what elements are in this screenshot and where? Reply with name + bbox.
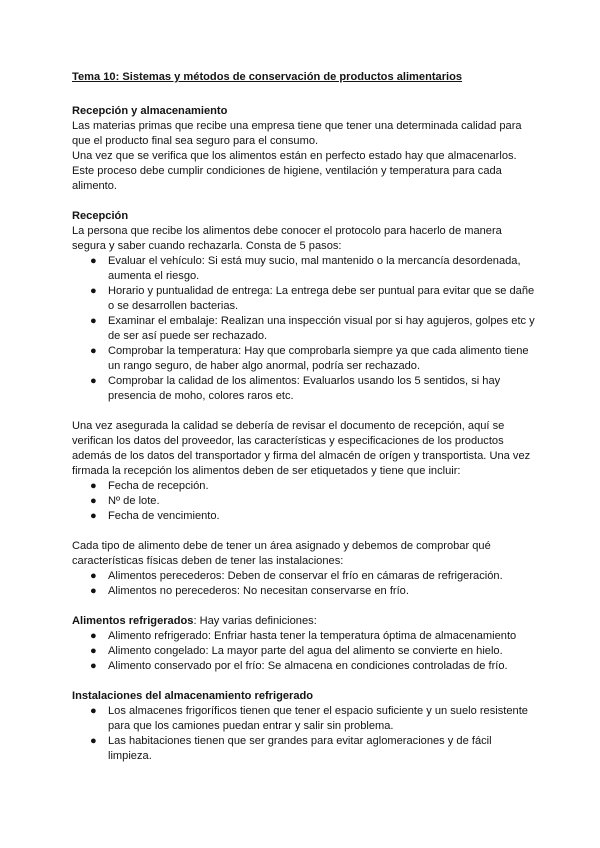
list-item: ● Alimento refrigerado: Enfriar hasta tener la temperatura óptima de almacenamiento <box>90 630 517 642</box>
section-heading-recepcion: Recepción <box>72 210 129 222</box>
list-item: ● Las habitaciones tienen que ser grandes para evitar aglomeraciones y de fácil limpieza. <box>90 735 492 762</box>
list-item: ● Comprobar la calidad de los alimentos: Evaluarlos usando los 5 sentidos, si hay presencia de moho, colores raros etc. <box>90 375 501 402</box>
paragraph: Cada tipo de alimento debe de tener un área asignado y debemos de comprobar qué características físicas deben de tener las instalaciones: <box>72 540 491 567</box>
bullet-icon: ● <box>90 645 97 657</box>
section-heading-alimentos-refrigerados: Alimentos refrigerados: Hay varias definiciones: <box>72 615 317 627</box>
paragraph: Las materias primas que recibe una empresa tiene que tener una determinada calidad para que el producto final sea seguro para el consumo. <box>72 120 522 147</box>
list-item: ● Alimento conservado por el frío: Se almacena en condiciones controladas de frío. <box>90 660 508 672</box>
bullet-icon: ● <box>90 585 97 597</box>
list-item: ● Fecha de recepción. <box>90 480 209 492</box>
bullet-icon: ● <box>90 660 97 672</box>
area-list <box>72 569 536 599</box>
bullet-icon: ● <box>90 480 97 492</box>
paragraph: La persona que recibe los alimentos debe conocer el protocolo para hacerlo de manera segura y saber cuando rechazarla. Consta de 5 pasos: <box>72 225 502 252</box>
bullet-icon: ● <box>90 375 97 387</box>
list-item: ● Examinar el embalaje: Realizan una inspección visual por si hay agujeros, golpes etc y de ser así puede ser rechazado. <box>90 315 535 342</box>
list-item: ● Alimentos no perecederos: No necesitan conservarse en frío. <box>90 585 409 597</box>
bullet-icon: ● <box>90 315 97 327</box>
list-item: ● Nº de lote. <box>90 495 160 507</box>
list-item: ● Evaluar el vehículo: Si está muy sucio, mal mantenido o la mercancía desordenada, aumenta el riesgo. <box>90 255 521 282</box>
bullet-icon: ● <box>90 630 97 642</box>
section-heading-instalaciones: Instalaciones del almacenamiento refrigerado <box>72 690 314 702</box>
bullet-icon: ● <box>90 570 97 582</box>
list-item: ● Horario y puntualidad de entrega: La entrega debe ser puntual para evitar que se dañe o se desarrollen bacterias. <box>90 285 535 312</box>
steps-list <box>72 254 536 404</box>
paragraph: Una vez que se verifica que los alimentos están en perfecto estado hay que almacenarlos. Este proceso debe cumplir condiciones de higiene, ventilación y temperatura para cada alimento. <box>72 150 517 192</box>
bullet-icon: ● <box>90 345 97 357</box>
list-item: ● Los almacenes frigoríficos tienen que tener el espacio suficiente y un suelo resistente para que los camiones puedan entrar y salir sin problema. <box>90 705 528 732</box>
list-item: ● Fecha de vencimiento. <box>90 510 220 522</box>
bullet-icon: ● <box>90 735 97 747</box>
list-item: ● Alimentos perecederos: Deben de conservar el frío en cámaras de refrigeración. <box>90 570 503 582</box>
list-item: ● Alimento congelado: La mayor parte del agua del alimento se convierte en hielo. <box>90 645 503 657</box>
section-heading-recepcion-almacenamiento: Recepción y almacenamiento <box>72 105 228 117</box>
bullet-icon: ● <box>90 285 97 297</box>
document-title: Tema 10: Sistemas y métodos de conservación de productos alimentarios <box>72 71 463 83</box>
bullet-icon: ● <box>90 510 97 522</box>
list-item: ● Comprobar la temperatura: Hay que comprobarla siempre ya que cada alimento tiene un rango seguro, de haber algo anormal, podría ser rechazado. <box>90 345 529 372</box>
bullet-icon: ● <box>90 705 97 717</box>
label-list <box>72 479 536 524</box>
installations-list <box>72 704 536 764</box>
bullet-icon: ● <box>90 495 97 507</box>
paragraph: Una vez asegurada la calidad se debería de revisar el documento de recepción, aquí se verifican los datos del proveedor, las características y especificaciones de los productos además de los datos del transportador y firma del almacén de orígen y transportista. Una vez firmada la recepción los alimentos deben de ser etiquetados y tiene que incluir: <box>72 420 531 477</box>
refrigerated-list <box>72 629 536 674</box>
bullet-icon: ● <box>90 255 97 267</box>
